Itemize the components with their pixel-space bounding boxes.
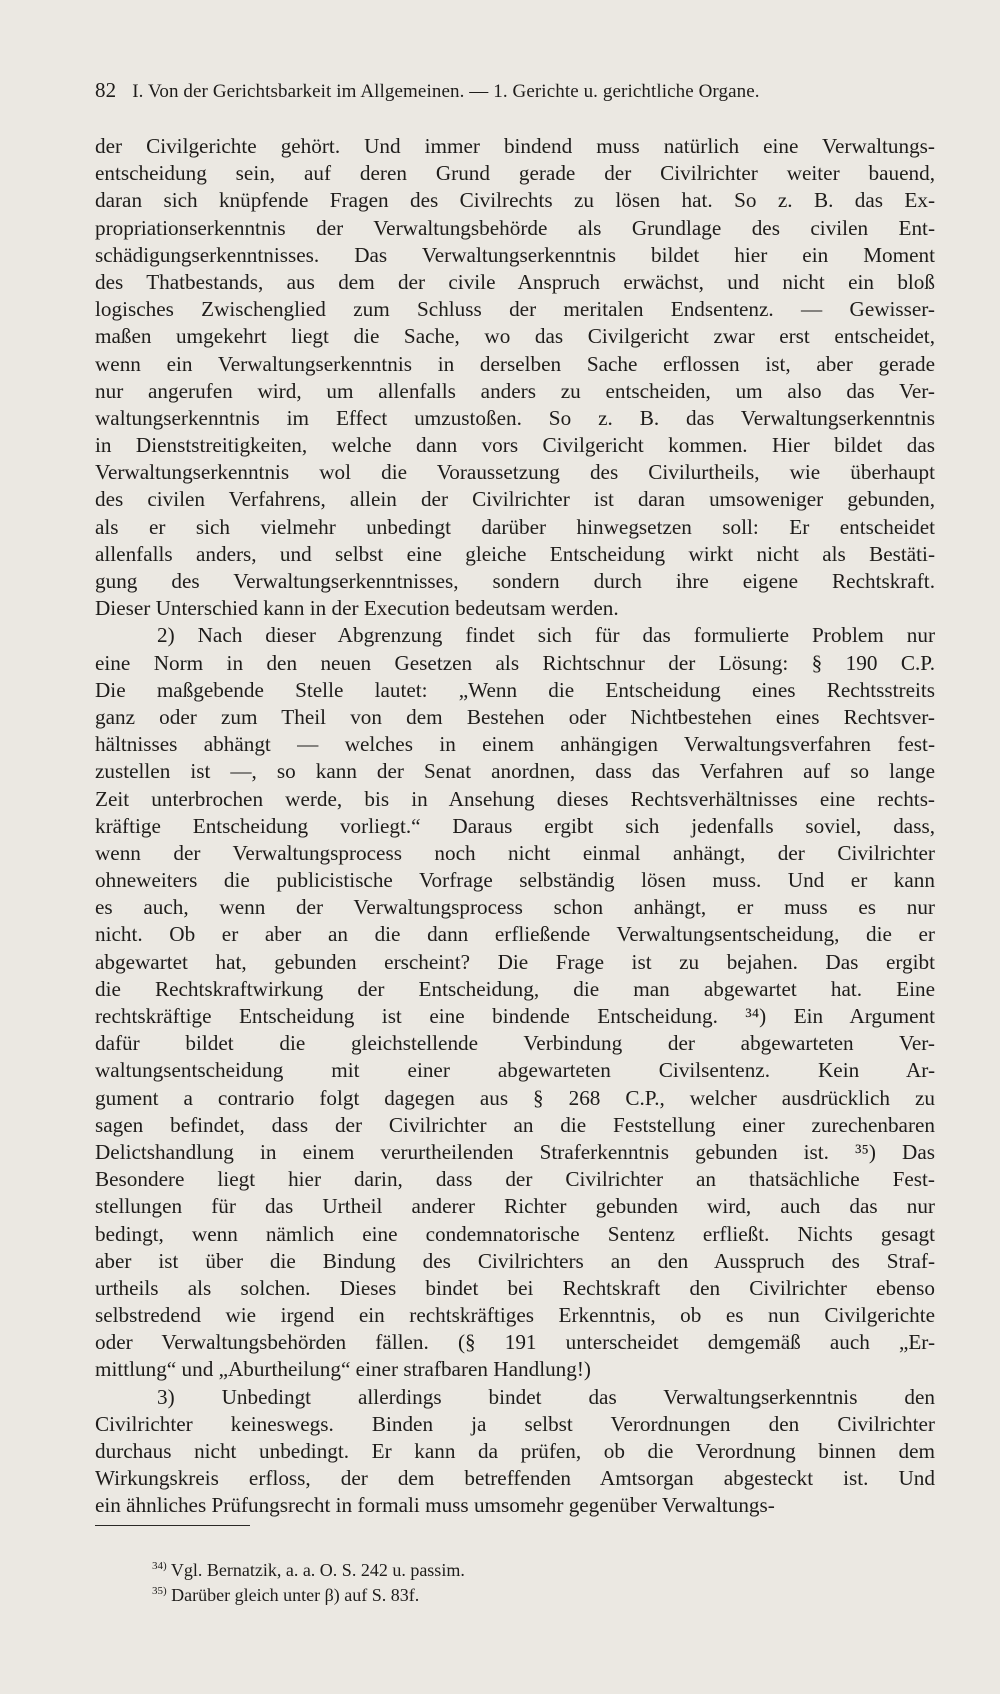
- text-line: oder Verwaltungsbehörden fällen. (§ 191 unterscheidet demgemäß auch „Er-: [95, 1330, 935, 1355]
- text-line: ohneweiters die publicistische Vorfrage selbständig lösen muss. Und er kann: [95, 868, 935, 893]
- text-line: waltungserkenntnis im Effect umzustoßen. So z. B. das Verwaltungserkenntnis: [95, 405, 935, 430]
- page-number: 82: [95, 78, 117, 102]
- text-line: bedingt, wenn nämlich eine condemnatorische Sentenz erfließt. Nichts gesagt: [95, 1221, 935, 1246]
- text-line: durchaus nicht unbedingt. Er kann da prüfen, ob die Verordnung binnen dem: [95, 1439, 935, 1463]
- text-line: als er sich vielmehr unbedingt darüber hinwegsetzen soll: Er entscheidet: [95, 514, 935, 539]
- text-line: 2) Nach dieser Abgrenzung findet sich für das formulierte Problem nur: [157, 623, 935, 648]
- text-line: Zeit unterbrochen werde, bis in Ansehung dieses Rechtsverhältnisses eine rechts-: [95, 786, 935, 811]
- footnote-35: [152, 1581, 752, 1606]
- footnote-rule: [95, 1525, 250, 1526]
- text-line: die Rechtskraftwirkung der Entscheidung, die man abgewartet hat. Eine: [95, 976, 935, 1001]
- text-line: waltungsentscheidung mit einer abgewarteten Civilsentenz. Kein Ar-: [95, 1058, 935, 1083]
- page-header: [95, 78, 925, 103]
- text-line: urtheils als solchen. Dieses bindet bei Rechtskraft den Civilrichter ebenso: [95, 1275, 935, 1300]
- text-line: 3) Unbedingt allerdings bindet das Verwaltungserkenntnis den: [157, 1384, 935, 1409]
- text-line: nur angerufen wird, um allenfalls anders zu entscheiden, um also das Ver-: [95, 378, 935, 403]
- text-line: Delictshandlung in einem verurtheilenden Straferkenntnis gebunden ist. ³⁵) Das: [95, 1139, 935, 1164]
- text-line: wenn der Verwaltungsprocess noch nicht einmal anhängt, der Civilrichter: [95, 840, 935, 865]
- text-line: eine Norm in den neuen Gesetzen als Richtschnur der Lösung: § 190 C.P.: [95, 650, 935, 675]
- text-line: Wirkungskreis erfloss, der dem betreffenden Amtsorgan abgesteckt ist. Und: [95, 1466, 935, 1491]
- text-line: sagen befindet, dass der Civilrichter an die Feststellung einer zurechenbaren: [95, 1112, 935, 1137]
- text-line: der Civilgerichte gehört. Und immer bindend muss natürlich eine Verwaltungs-: [95, 134, 935, 158]
- text-line: nicht. Ob er aber an die dann erfließende Verwaltungsentscheidung, die er: [95, 922, 935, 947]
- text-line: daran sich knüpfende Fragen des Civilrechts zu lösen hat. So z. B. das Ex-: [95, 188, 935, 213]
- text-line: entscheidung sein, auf deren Grund gerade der Civilrichter weiter bauend,: [95, 161, 935, 186]
- text-line: des civilen Verfahrens, allein der Civilrichter ist daran umsoweniger gebunden,: [95, 487, 935, 512]
- text-line: Civilrichter keineswegs. Binden ja selbst Verordnungen den Civilrichter: [95, 1411, 935, 1436]
- text-line: mittlung“ und „Aburtheilung“ einer strafbaren Handlung!): [95, 1357, 591, 1382]
- text-line: rechtskräftige Entscheidung ist eine bindende Entscheidung. ³⁴) Ein Argument: [95, 1004, 935, 1028]
- text-line: schädigungserkenntnisses. Das Verwaltungserkenntnis bildet hier ein Moment: [95, 242, 935, 267]
- running-title: I. Von der Gerichtsbarkeit im Allgemeinen. — 1. Gerichte u. gerichtliche Organe.: [132, 81, 760, 102]
- text-line: stellungen für das Urtheil anderer Richter gebunden wird, auch das nur: [95, 1194, 935, 1219]
- text-line: hältnisses abhängt — welches in einem anhängigen Verwaltungsverfahren fest-: [95, 732, 935, 757]
- text-line: Die maßgebende Stelle lautet: „Wenn die Entscheidung eines Rechtsstreits: [95, 677, 935, 702]
- footnote-mark: 35): [152, 1585, 167, 1597]
- text-line: aber ist über die Bindung des Civilrichters an den Ausspruch des Straf-: [95, 1248, 935, 1273]
- text-line: propriationserkenntnis der Verwaltungsbehörde als Grundlage des civilen Ent-: [95, 215, 935, 240]
- text-line: gument a contrario folgt dagegen aus § 268 C.P., welcher ausdrücklich zu: [95, 1085, 935, 1110]
- text-line: Besondere liegt hier darin, dass der Civilrichter an thatsächliche Fest-: [95, 1167, 935, 1192]
- text-line: gung des Verwaltungserkenntnisses, sondern durch ihre eigene Rechtskraft.: [95, 569, 935, 593]
- text-line: ganz oder zum Theil von dem Bestehen oder Nichtbestehen eines Rechtsver-: [95, 704, 935, 729]
- text-line: kräftige Entscheidung vorliegt.“ Daraus ergibt sich jedenfalls soviel, dass,: [95, 813, 935, 838]
- text-line: logisches Zwischenglied zum Schluss der meritalen Endsentenz. — Gewisser-: [95, 297, 935, 322]
- footnote-text: Vgl. Bernatzik, a. a. O. S. 242 u. passim.: [170, 1560, 465, 1580]
- footnotes: [152, 1556, 752, 1606]
- text-line: in Dienststreitigkeiten, welche dann vors Civilgericht kommen. Hier bildet das: [95, 433, 935, 458]
- text-line: Verwaltungserkenntnis wol die Voraussetzung des Civilurtheils, wie überhaupt: [95, 460, 935, 485]
- text-line: es auch, wenn der Verwaltungsprocess schon anhängt, er muss es nur: [95, 895, 935, 920]
- text-line: wenn ein Verwaltungserkenntnis in derselben Sache erflossen ist, aber gerade: [95, 351, 935, 376]
- text-line: abgewartet hat, gebunden erscheint? Die Frage ist zu bejahen. Das ergibt: [95, 949, 935, 974]
- footnote-text: Darüber gleich unter β) auf S. 83f.: [171, 1585, 420, 1605]
- text-line: allenfalls anders, und selbst eine gleiche Entscheidung wirkt nicht als Bestäti-: [95, 541, 935, 566]
- text-line: maßen umgekehrt liegt die Sache, wo das Civilgericht zwar erst entscheidet,: [95, 324, 935, 349]
- text-line: dafür bildet die gleichstellende Verbindung der abgewarteten Ver-: [95, 1031, 935, 1056]
- text-line: ein ähnliches Prüfungsrecht in formali muss umsomehr gegenüber Verwaltungs-: [95, 1493, 775, 1518]
- footnote-mark: 34): [152, 1560, 167, 1572]
- text-line: Dieser Unterschied kann in der Execution bedeutsam werden.: [95, 596, 619, 621]
- text-line: selbstredend wie irgend ein rechtskräftiges Erkenntnis, ob es nun Civilgerichte: [95, 1303, 935, 1328]
- footnote-34: [152, 1556, 752, 1581]
- body-text: [95, 133, 935, 1520]
- text-line: des Thatbestands, aus dem der civile Anspruch erwächst, und nicht ein bloß: [95, 269, 935, 294]
- text-line: zustellen ist —, so kann der Senat anordnen, dass das Verfahren auf so lange: [95, 759, 935, 784]
